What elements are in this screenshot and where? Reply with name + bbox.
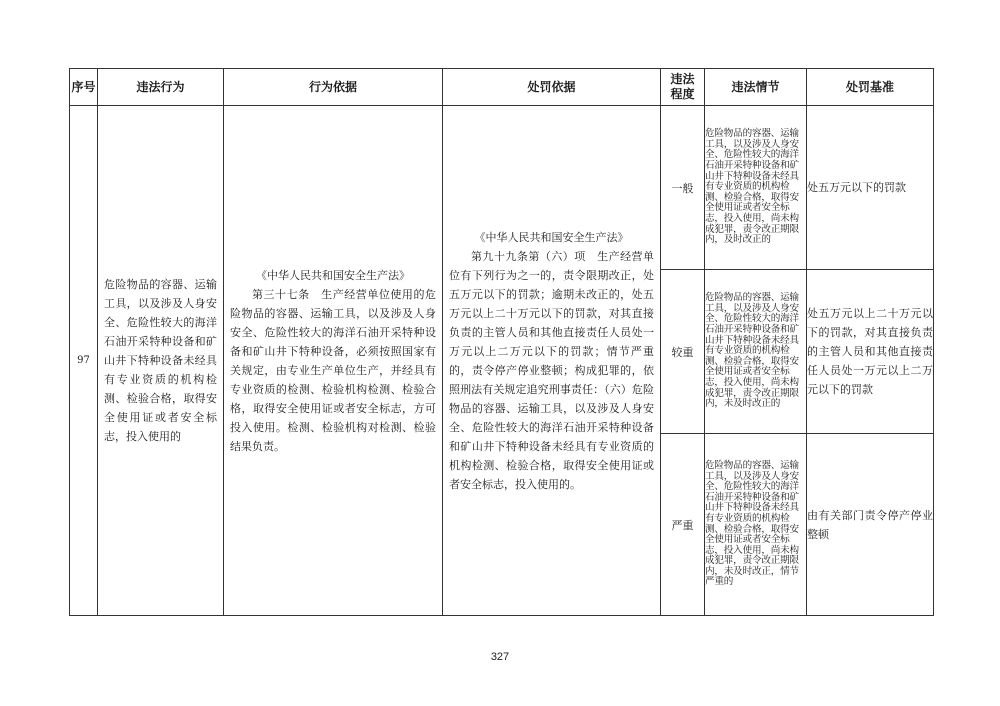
header-basis: 行为依据 — [224, 69, 443, 106]
standard-serious: 处五万元以上二十万元以下的罚款，对其直接负责的主管人员和其他直接责任人员处一万元以上二万元以下的罚款 — [807, 270, 934, 434]
header-degree: 违法程度 — [661, 69, 705, 106]
standard-severe: 由有关部门责令停产停业整顿 — [807, 434, 934, 616]
degree-serious: 较重 — [661, 270, 705, 434]
header-behavior: 违法行为 — [98, 69, 224, 106]
page-number: 327 — [490, 651, 510, 663]
circumstance-severe: 危险物品的容器、运输工具，以及涉及人身安全、危险性较大的海洋石油开采特种设备和矿山井下特种设备未经具有专业资质的机构检测、检验合格，取得安全使用证或者安全标志，投入使用，尚未构成犯罪，责令改正期限内，未及时改正，情节严重的 — [705, 434, 807, 616]
row-behavior — [98, 106, 224, 616]
header-penalty-basis: 处罚依据 — [443, 69, 661, 106]
row-penalty-basis — [443, 106, 661, 616]
table-row — [70, 106, 934, 270]
circumstance-general: 危险物品的容器、运输工具，以及涉及人身安全、危险性较大的海洋石油开采特种设备和矿山井下特种设备未经具有专业资质的机构检测、检验合格，取得安全使用证或者安全标志，投入使用，尚未构成犯罪，责令改正期限内，及时改正的 — [705, 106, 807, 270]
behavior-text: 危险物品的容器、运输工具，以及涉及人身安全、危险性较大的海洋石油开采特种设备和矿山井下特种设备未经具有专业资质的机构检测、检验合格，取得安全使用证或者安全标志，投入使用的 — [104, 278, 217, 443]
standard-general: 处五万元以下的罚款 — [807, 106, 934, 270]
circumstance-serious: 危险物品的容器、运输工具，以及涉及人身安全、危险性较大的海洋石油开采特种设备和矿山井下特种设备未经具有专业资质的机构检测、检验合格，取得安全使用证或者安全标志，投入使用，尚未构成犯罪，责令改正期限内，未及时改正的 — [705, 270, 807, 434]
row-basis — [224, 106, 443, 616]
row-seq: 97 — [70, 106, 98, 616]
header-row — [70, 69, 934, 106]
degree-severe: 严重 — [661, 434, 705, 616]
basis-body: 第三十七条 生产经营单位使用的危险物品的容器、运输工具，以及涉及人身安全、危险性较大的海洋石油开采特种设备和矿山井下特种设备，必须按照国家有关规定，由专业生产单位生产，并经具有专业资质的检测、检验机构检测、检验合格，取得安全使用证或者安全标志，方可投入使用。检测、检验机构对检测、检验结果负责。 — [230, 287, 436, 453]
header-standard: 处罚基准 — [807, 69, 934, 106]
header-seq: 序号 — [70, 69, 98, 106]
degree-general: 一般 — [661, 106, 705, 270]
penalty-body: 第九十九条第（六）项 生产经营单位有下列行为之一的，责令限期改正，处五万元以下的罚款；逾期未改正的，处五万元以上二十万元以下的罚款，对其直接负责的主管人员和其他直接责任人员处一万元以上二万元以下的罚款；情节严重的，责令停产停业整顿；构成犯罪的，依照刑法有关规定追究刑事责任：（六）危险物品的容器、运输工具，以及涉及人身安全、危险性较大的海洋石油开采特种设备和矿山井下特种设备未经具有专业资质的机构检测、检验合格，取得安全使用证或者安全标志，投入使用的。 — [449, 249, 654, 491]
penalty-law-title: 《中华人民共和国安全生产法》 — [474, 230, 629, 244]
penalty-table — [69, 68, 934, 616]
basis-law-title: 《中华人民共和国安全生产法》 — [256, 268, 410, 282]
header-circumstance: 违法情节 — [705, 69, 807, 106]
